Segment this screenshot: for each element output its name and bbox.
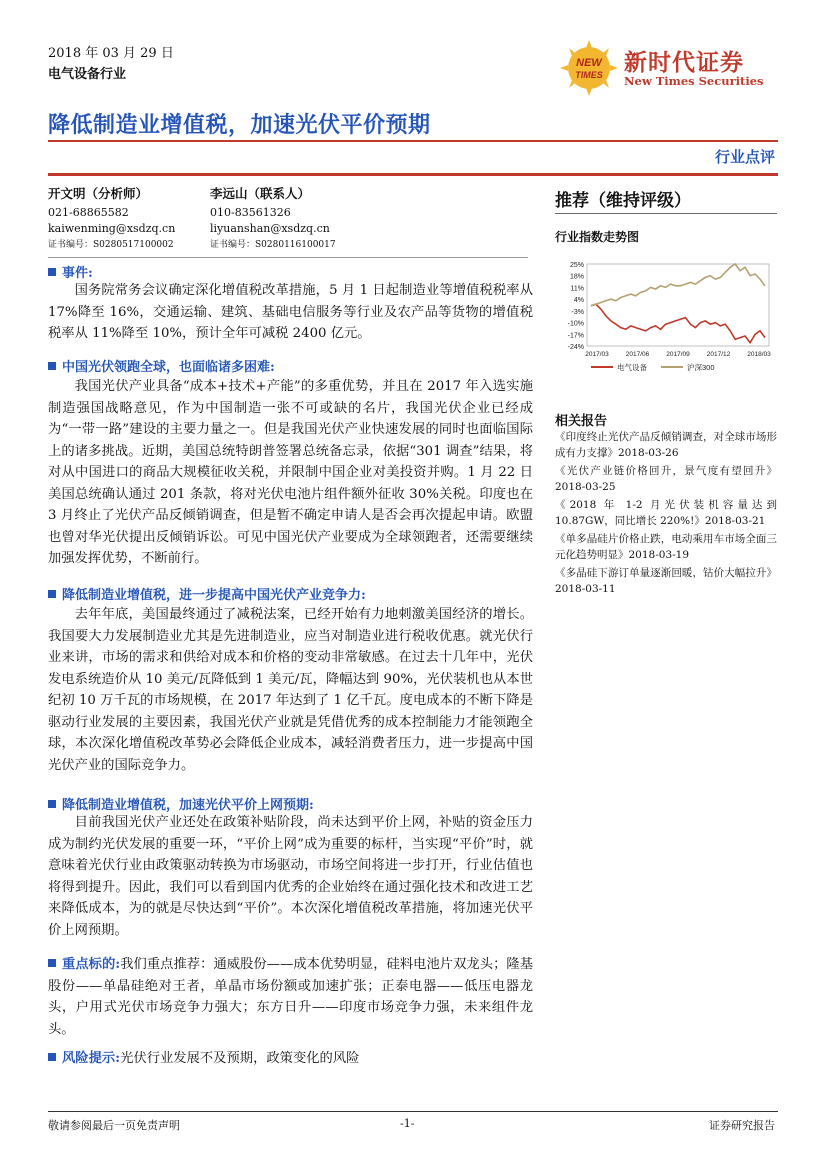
series-line-electrical-equipment <box>591 304 765 343</box>
x-tick-label: 2018/03 <box>747 351 771 358</box>
y-tick-label: 25% <box>569 262 584 269</box>
bullet-icon <box>48 1053 56 1061</box>
report-type: 行业点评 <box>714 148 775 166</box>
footer-divider <box>48 1111 778 1112</box>
contact-cert: 证书编号：S0280116100017 <box>210 240 336 250</box>
analyst-name: 开文明（分析师） <box>48 186 149 201</box>
section-key-targets <box>48 954 533 1040</box>
title-divider <box>48 140 778 142</box>
bullet-icon <box>48 590 56 598</box>
logo-mark-icon <box>560 40 618 96</box>
analyst-phone: 021-68865582 <box>48 206 129 219</box>
section-risk <box>48 1048 533 1070</box>
logo-name-en: New Times Securities <box>624 74 764 88</box>
related-reports-list <box>555 430 777 600</box>
company-logo <box>560 40 770 96</box>
related-report-item[interactable]: 《单多晶硅片价格止跌，电动乘用车市场全面三元化趋势明显》2018-03-19 <box>555 533 777 561</box>
series-line-csi300 <box>591 264 765 306</box>
svg-text:TIMES: TIMES <box>575 70 603 80</box>
plot-frame <box>587 264 769 346</box>
analyst-divider <box>48 257 528 258</box>
logo-name-cn: 新时代证券 <box>624 49 744 76</box>
bullet-icon <box>48 959 56 967</box>
y-tick-label: -17% <box>567 332 584 340</box>
footer-disclaimer[interactable]: 敬请参阅最后一页免责声明 <box>48 1119 180 1132</box>
section-text-event: 国务院常务会议确定深化增值税改革措施，5 月 1 日起制造业等增值税税率从 17%降至 16%，交通运输、建筑、基础电信服务等行业及农产品等货物的增值税税率从 11%降至 10%，预计全年可减税 2400 亿元。 <box>48 283 533 341</box>
section-text-grid-parity: 目前我国光伏产业还处在政策补贴阶段，尚未达到平价上网，补贴的资金压力成为制约光伏发展的重要一环，“平价上网”成为重要的标杆，当实现“平价”时，就意味着光伏行业由政策驱动转换为市场驱动，市场空间将进一步打开，行业估值也将得到提升。因此，我们可以看到国内优秀的企业始终在通过强化技术和改进工艺来降低成本，为的就是尽快达到“平价”。本次深化增值税改革措施，将加速光伏平价上网预期。 <box>48 815 533 938</box>
bullet-icon <box>48 268 56 276</box>
related-report-item[interactable]: 《2018 年 1-2 月光伏装机容量达到 10.87GW，同比增长 220%!》2018-03-21 <box>555 499 777 527</box>
y-tick-label: 11% <box>570 285 584 293</box>
y-tick-label: -24% <box>567 344 584 351</box>
rating: 推荐（维持评级） <box>555 191 691 211</box>
x-tick-label: 2017/12 <box>706 351 731 358</box>
analyst-email[interactable]: kaiwenming@xsdzq.cn <box>48 222 176 235</box>
y-tick-label: 18% <box>569 273 584 281</box>
section-heading-competitiveness: 降低制造业增值税，进一步提高中国光伏产业竞争力: <box>48 584 366 603</box>
related-report-item[interactable]: 《多晶硅下游订单量逐渐回暖，钴价大幅拉升》2018-03-11 <box>555 567 777 595</box>
x-tick-label: 2017/09 <box>666 351 690 358</box>
contact-name: 李远山（联系人） <box>210 186 311 201</box>
related-reports-title: 相关报告 <box>555 414 608 429</box>
legend-label: 沪深300 <box>687 363 715 372</box>
industry-label: 电气设备行业 <box>48 67 127 82</box>
footer-doc-type: 证券研究报告 <box>709 1119 775 1132</box>
contact-email[interactable]: liyuanshan@xsdzq.cn <box>210 222 330 235</box>
related-report-item[interactable]: 《光伏产业链价格回升，景气度有望回升》2018-03-25 <box>555 465 777 493</box>
analyst-card <box>48 186 175 253</box>
section-heading-risk: 风险提示: <box>62 1051 121 1066</box>
report-title: 降低制造业增值税，加速光伏平价预期 <box>48 112 431 138</box>
section-text-risk: 光伏行业发展不及预期，政策变化的风险 <box>120 1051 360 1066</box>
rating-divider <box>555 213 777 214</box>
section-heading-global-lead: 中国光伏领跑全球，也面临诸多困难: <box>48 356 275 375</box>
analyst-cert: 证书编号：S0280517100002 <box>48 240 174 250</box>
related-report-item[interactable]: 《印度终止光伏产品反倾销调查，对全球市场形成有力支撑》2018-03-26 <box>555 431 777 459</box>
section-text-key-targets: 我们重点推荐：通威股份——成本优势明显，硅料电池片双龙头；隆基股份——单晶硅绝对王者，单晶市场份额或加速扩张；正泰电器——低压电器龙头，户用式光伏市场竞争力强大；东方日升——印度市场竞争力强，未来组件龙头。 <box>48 957 533 1037</box>
index-trend-chart <box>555 258 777 386</box>
contact-phone: 010-83561326 <box>210 206 291 219</box>
y-tick-label: 4% <box>573 297 584 305</box>
legend-label: 电气设备 <box>617 363 647 372</box>
y-tick-label: -10% <box>567 320 584 328</box>
page-number: -1- <box>400 1117 415 1130</box>
section-heading-event: 事件: <box>48 262 93 281</box>
section-heading-key-targets: 重点标的: <box>62 957 121 972</box>
bullet-icon <box>48 800 56 808</box>
chart-canvas <box>555 258 777 386</box>
contact-card <box>210 186 336 253</box>
section-text-global-lead: 我国光伏产业具备“成本+技术+产能”的多重优势，并且在 2017 年入选实施制造强国战略意见，作为中国制造一张不可或缺的名片，我国光伏企业已经成为“一带一路”建设的主要力量之一。但是我国光伏产业快速发展的同时也面临国际上的诸多挑战。近期，美国总统特朗普签署总统备忘录，依据“301 调查”结果，将对从中国进口的商品大规模征收关税，并限制中国企业对美投资并购。1 月 22 日美国总统确认通过 201 条款，将对光伏电池片组件额外征收 30%关税。印度也在 3 月终止了光伏产品反倾销调查，但是暂不确定申请人是否会再次提起申请。欧盟也曾对华光伏提出反倾销诉讼。可见中国光伏产业要成为全球领跑者，还需要继续加强发挥优势，不断前行。 <box>48 379 533 566</box>
y-tick-label: -3% <box>571 308 584 316</box>
section-heading-grid-parity: 降低制造业增值税，加速光伏平价上网预期: <box>48 794 314 813</box>
trend-chart-title: 行业指数走势图 <box>555 230 640 244</box>
x-tick-label: 2017/06 <box>625 351 650 358</box>
report-date: 2018 年 03 月 29 日 <box>48 46 174 61</box>
header-divider <box>48 173 778 176</box>
x-tick-label: 2017/03 <box>585 351 609 358</box>
bullet-icon <box>48 362 56 370</box>
section-text-competitiveness: 去年年底，美国最终通过了减税法案，已经开始有力地刺激美国经济的增长。我国要大力发展制造业尤其是先进制造业，应当对制造业进行税收优惠。就光伏行业来讲，市场的需求和供给对成本和价格的变动非常敏感。在过去十几年中，光伏发电系统造价从 10 美元/瓦降低到 1 美元/瓦，降幅达到 90%，光伏装机也从本世纪初 10 万千瓦的市场规模，在 2017 年达到了 1 亿千瓦。度电成本的不断下降是驱动行业发展的主要因素，我国光伏产业就是凭借优秀的成本控制能力才能领跑全球，本次深化增值税改革势必会降低企业成本，减轻消费者压力，进一步提高中国光伏产业的国际竞争力。 <box>48 607 533 773</box>
svg-text:NEW: NEW <box>576 57 602 69</box>
